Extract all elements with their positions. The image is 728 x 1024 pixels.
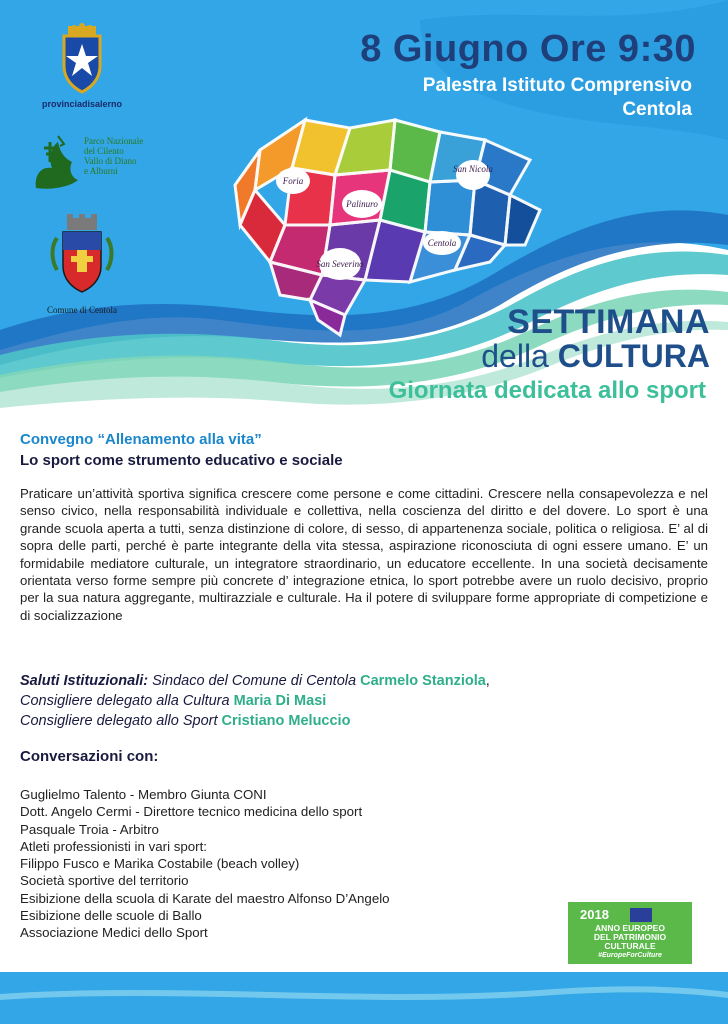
comune-caption: Comune di Centola	[47, 305, 117, 315]
convegno-title: Convegno “Allenamento alla vita”	[20, 431, 262, 448]
svg-text:Foria: Foria	[282, 176, 304, 186]
eu-flag-icon	[630, 908, 652, 922]
saluti-separator: ,	[485, 673, 490, 689]
comune-centola-logo	[22, 210, 142, 315]
brain-node-palinuro	[342, 190, 382, 218]
saluti-name-sindaco: Carmelo Stanziola	[360, 673, 486, 689]
svg-text:Centola: Centola	[427, 238, 457, 248]
saluti-name-cultura: Maria Di Masi	[233, 693, 327, 709]
venue-line-2: Centola	[622, 99, 692, 120]
saluti-role-sport: Consigliere delegato allo Sport	[20, 713, 218, 729]
svg-text:San Severino: San Severino	[316, 259, 364, 269]
list-item: Associazione Medici dello Sport	[20, 925, 208, 941]
list-item: Filippo Fusco e Marika Costabile (beach volley)	[20, 856, 300, 872]
parco-nazionale-logo	[28, 132, 148, 200]
saluti-name-sport: Cristiano Meluccio	[221, 713, 351, 729]
conversazioni-title: Conversazioni con:	[20, 748, 159, 765]
eu-badge-line-3: CULTURALE	[604, 941, 656, 951]
provincia-coat-of-arms-icon	[52, 22, 112, 94]
convegno-subtitle: Lo sport come strumento educativo e sociale	[20, 452, 343, 469]
saluti-label: Saluti Istituzionali:	[20, 673, 149, 689]
list-item: Esibizione delle scuole di Ballo	[20, 908, 202, 924]
list-item: Esibizione della scuola di Karate del maestro Alfonso D’Angelo	[20, 890, 390, 906]
saluti-role-sindaco: Sindaco del Comune di Centola	[152, 673, 357, 689]
list-item: Dott. Angelo Cermi - Direttore tecnico medicina dello sport	[20, 804, 363, 820]
provincia-caption: provinciadisalerno	[41, 99, 123, 109]
park-caption-4: e Alburni	[84, 166, 118, 176]
footer-wave	[0, 972, 728, 1024]
eu-badge-hashtag: #EuropeForCulture	[598, 952, 662, 959]
brain-node-foria	[276, 168, 310, 194]
brain-node-centola	[423, 231, 461, 255]
provincia-salerno-logo	[22, 22, 142, 109]
saluti-istituzionali	[20, 671, 710, 731]
convegno-body: Praticare un’attività sportiva significa crescere come persone e come cittadini. Crescere nella consapevolezza e nel senso civico, nella responsabilità individuale e collettiva, nella coscienza del diritto e del dovere. Lo sport è una grande scuola aperta a tutti, senza distinzione di colore, di sesso, di appartenenza sociale, politica o religiosa. E’ al di sopra delle parti, perché è parte integrante della vita stessa, aspirazione riconosciuta di ogni essere umano. E’ un formidabile mediatore culturale, un integratore straordinario, un educatore eccellente. In una società decisamente orientata verso forme sempre più concrete d’ integrazione etnica, lo sport potrebbe avere un ruolo decisivo, proprio per la sua natura aggregante, multirazziale e culturale. Ha il potere di sviluppare forme appropriate di competizione e di socializzazione	[20, 486, 708, 623]
park-caption-2: del Cilento	[84, 146, 124, 156]
list-item: Pasquale Troia - Arbitro	[20, 821, 159, 837]
list-item: Società sportive del territorio	[20, 873, 189, 889]
eu-heritage-badge	[568, 902, 692, 964]
svg-text:Palinuro: Palinuro	[346, 199, 378, 209]
guest-list	[20, 786, 390, 942]
venue-line-1: Palestra Istituto Comprensivo	[422, 75, 692, 96]
list-item: Guglielmo Talento - Membro Giunta CONI	[20, 787, 267, 802]
title-della: della	[481, 338, 549, 374]
comune-coat-of-arms-icon	[47, 210, 117, 300]
event-date: 8 Giugno Ore 9:30	[360, 28, 696, 70]
eu-badge-line-1: ANNO EUROPEO	[595, 923, 665, 933]
svg-text:San Nicola: San Nicola	[453, 164, 493, 174]
park-caption-3: Vallo di Diano	[84, 156, 137, 166]
list-item: Atleti professionisti in vari sport:	[20, 838, 207, 854]
eu-badge-line-2: DEL PATRIMONIO	[593, 932, 667, 942]
title-della-cultura	[481, 338, 710, 375]
eu-badge-year: 2018	[580, 907, 609, 922]
title-cultura: CULTURA	[557, 338, 710, 374]
title-settimana: SETTIMANA	[507, 303, 710, 341]
parco-tree-icon	[28, 132, 82, 194]
title-subtitle: Giornata dedicata allo sport	[388, 377, 706, 404]
park-caption-1: Parco Nazionale	[84, 136, 144, 146]
saluti-role-cultura: Consigliere delegato alla Cultura	[20, 693, 230, 709]
